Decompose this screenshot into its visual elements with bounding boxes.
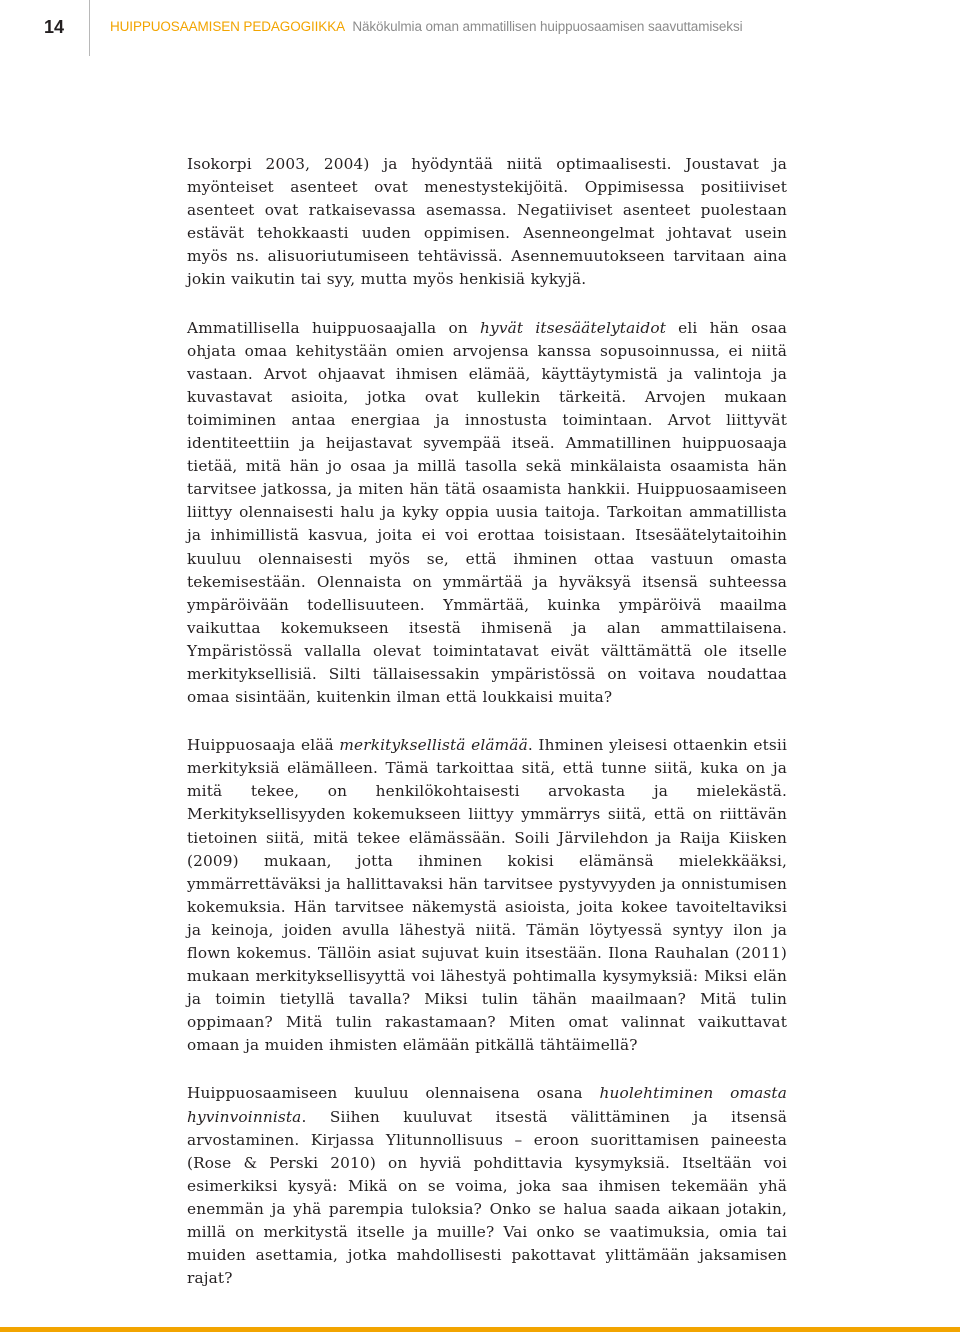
series-subtitle: Näkökulmia oman ammatillisen huippuosaamisen saavuttamiseksi — [352, 19, 743, 34]
paragraph-3 — [187, 734, 787, 1057]
emphasis-term: merkityksellistä elämää — [339, 736, 528, 755]
series-title: HUIPPUOSAAMISEN PEDAGOGIIKKA — [110, 19, 346, 34]
header-divider — [89, 0, 90, 56]
paragraph-text: eli hän osaa ohjata omaa kehitystään omien arvojensa kanssa sopusoinnussa, ei niitä vastaan. Arvot ohjaavat ihmisen elämää, käyttäytymistä ja valintoja ja kuvastavat asioita, jotka ovat kullekin tärkeitä. Arvojen mukaan toimiminen antaa energiaa ja innostusta toimintaan. Arvot liittyvät identiteettiin ja heijastavat syvempää itseä. Ammatillinen huippuosaaja tietää, mitä hän jo osaa ja millä tasolla sekä minkälaista osaamista hän tarvitsee jatkossa, ja miten hän tätä osaamista hankkii. Huippuosaamiseen liittyy olennaisesti halu ja kyky oppia uusia taitoja. Tarkoitan ammatillista ja inhimillistä kasvua, joita ei voi erottaa toisistaan. Itsesäätelytaitoihin kuuluu olennaisesti myös se, että ihminen ottaa vastuun omasta tekemisestään. Olennaista on ymmärtää ja hyväksyä itsensä suhteessa ympäröivään todellisuuteen. Ymmärtää, kuinka ympäröivä maailma vaikuttaa kokemukseen itsestä ihmisenä ja alan ammattilaisena. Ympäristössä vallalla olevat toimintatavat eivät välttämättä ole itselle merkityksellisiä. Silti tällaisessakin ympäristössä on voitava noudattaa omaa sisintään, kuitenkin ilman että loukkaisi muita? — [187, 318, 787, 707]
page-header — [0, 0, 960, 58]
paragraph-text: . Ihminen yleisesi ottaenkin etsii merkityksiä elämälleen. Tämä tarkoittaa sitä, että tunne siitä, kuka on ja mitä tekee, on henkilökohtaisesti arvokasta ja mielekästä. Merkityksellisyyden kokemukseen liittyy ymmärrys siitä, että on riittävän tietoinen siitä, mitä tekee elämässään. Soili Järvilehdon ja Raija Kiisken (2009) mukaan, jotta ihminen kokisi elämänsä mielekkääksi, ymmärrettäväksi ja hallittavaksi hän tarvitsee pystyvyyden ja onnistumisen kokemuksia. Hän tarvitsee näkemystä asioista, joita kokee tavoiteltaviksi ja keinoja, joiden avulla lähestyä niitä. Tämän löytyessä syntyy ilon ja flown kokemus. Tällöin asiat sujuvat kuin itsestään. Ilona Rauhalan (2011) mukaan merkityksellisyyttä voi lähestyä pohtimalla kysymyksiä: Miksi elän ja toimin tietyllä tavalla? Miksi tulin tähän maailmaan? Mitä tulin oppimaan? Mitä tulin rakastamaan? Miten omat valinnat vaikuttavat omaan ja muiden ihmisten elämään pitkällä tähtäimellä? — [187, 736, 787, 1055]
body-text — [187, 153, 787, 1315]
paragraph-text: Huippuosaamiseen kuuluu olennaisena osana — [187, 1084, 600, 1103]
paragraph-4 — [187, 1082, 787, 1290]
paragraph-text: . Siihen kuuluvat itsestä välittäminen ja itsensä arvostaminen. Kirjassa Ylitunnollisuus – eroon suorittamisen paineesta (Rose & Perski 2010) on hyviä pohdittavia kysymyksiä. Itseltään voi esimerkiksi kysyä: Mikä on se voima, joka saa ihmisen tekemään yhä enemmän ja yhä parempia tuloksia? Onko se halua saada aikaan jotakin, millä on merkitystä itselle ja muille? Vai onko se vaatimuksia, omia tai muiden asettamia, jotka mahdollisesti pakottavat ylittämään jaksamisen rajat? — [187, 1107, 787, 1288]
emphasis-term: huolehtiminen omasta hyvinvoinnista — [187, 1084, 787, 1126]
paragraph-text: Huippuosaaja elää — [187, 736, 340, 755]
page-number: 14 — [44, 17, 65, 37]
paragraph-text: Ammatillisella huippuosaajalla on — [187, 318, 481, 337]
bottom-accent-rule — [0, 1327, 960, 1332]
paragraph-1 — [187, 153, 787, 292]
running-title — [110, 19, 743, 34]
paragraph-text: Isokorpi 2003, 2004) ja hyödyntää niitä optimaalisesti. Joustavat ja myönteiset asenteet ovat menestystekijöitä. Oppimisessa positiiviset asenteet ovat ratkaisevassa asemassa. Negatiiviset asenteet puolestaan estävät tehokkaasti uuden oppimisen. Asenneongelmat johtavat usein myös ns. alisuoriutumiseen tehtävissä. Asennemuutokseen tarvitaan aina jokin vaikutin tai syy, mutta myös henkisiä kykyjä. — [187, 155, 787, 289]
paragraph-2 — [187, 317, 787, 710]
emphasis-term: hyvät itsesäätelytaidot — [480, 318, 666, 337]
